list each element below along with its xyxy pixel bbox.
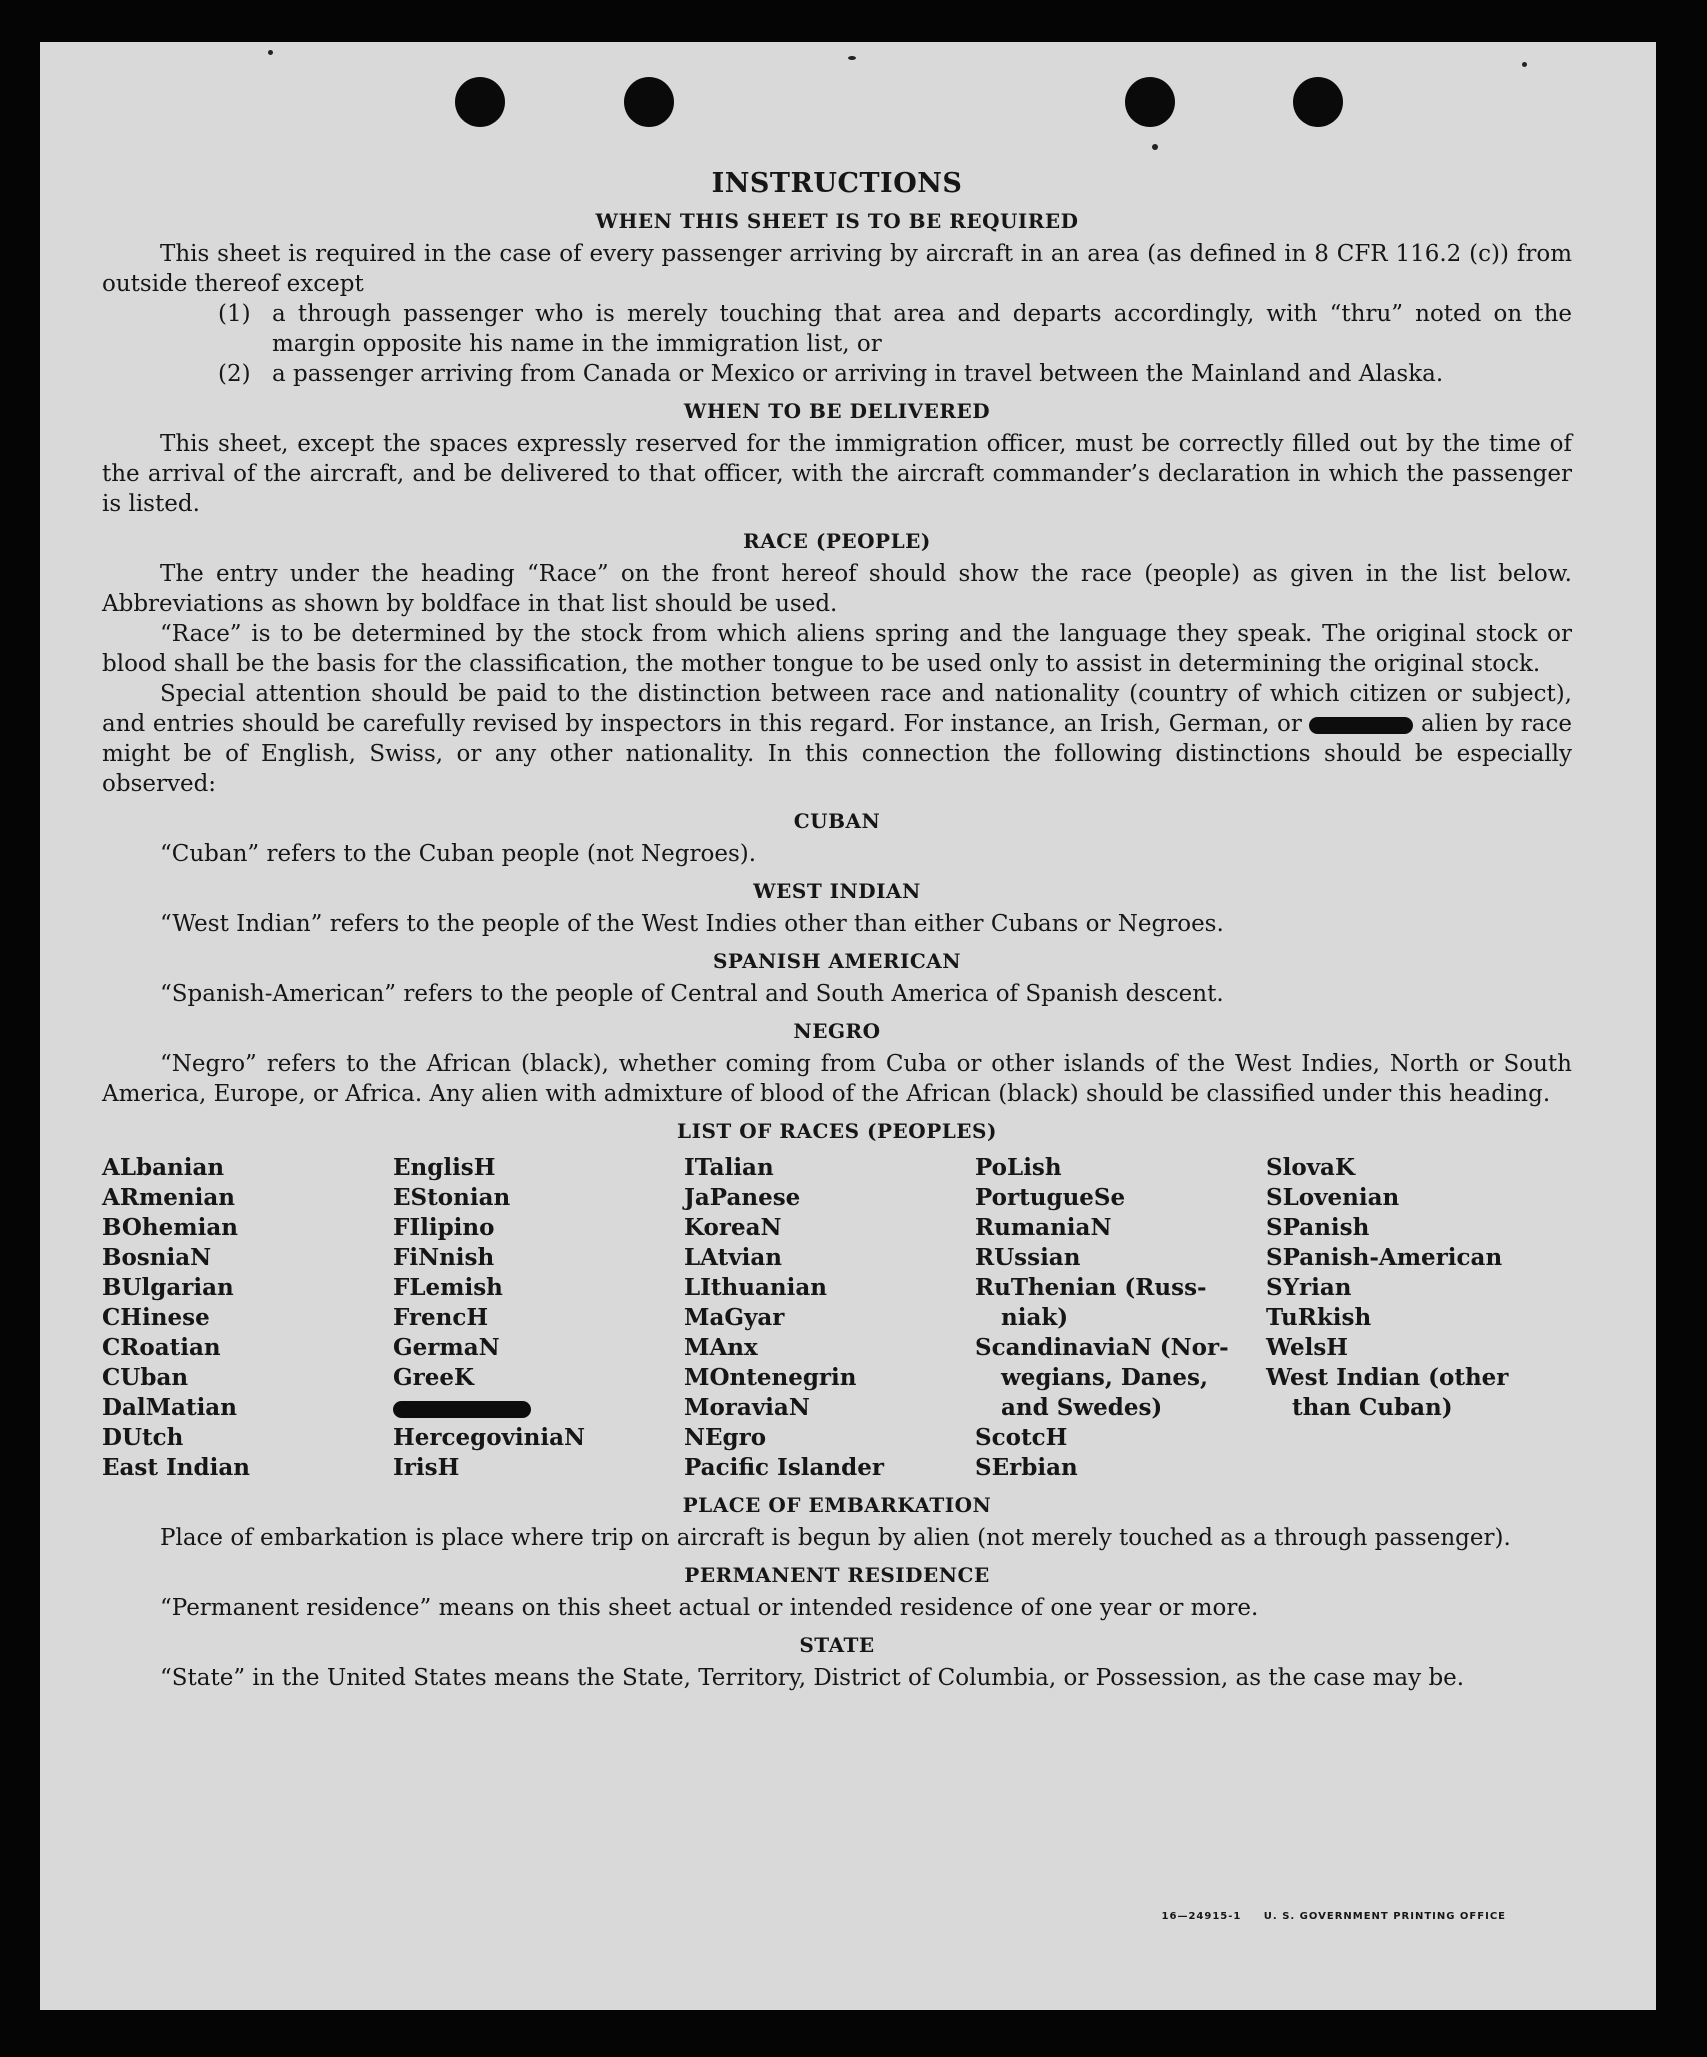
list-item: [218, 299, 1572, 359]
race-list: [102, 1153, 1572, 1483]
race-entry: SPanish: [1266, 1214, 1370, 1241]
speck: [268, 50, 273, 55]
footer: [1162, 1911, 1506, 1922]
section-heading: PLACE OF EMBARKATION: [682, 1493, 992, 1517]
punch-hole: [1125, 77, 1175, 127]
paragraph: “Spanish-American” refers to the people of Central and South America of Spanish descent.: [160, 981, 1224, 1007]
section-heading: STATE: [799, 1633, 875, 1657]
item-number: (2): [218, 361, 251, 387]
speck: [848, 56, 856, 60]
race-entry: Pacific Islander: [684, 1454, 884, 1481]
page-title: INSTRUCTIONS: [711, 168, 963, 199]
paragraph: “West Indian” refers to the people of the West Indies other than either Cubans or Negroes.: [160, 911, 1224, 937]
paragraph: “Cuban” refers to the Cuban people (not Negroes).: [160, 841, 757, 867]
race-entry: RumaniaN: [975, 1214, 1112, 1241]
race-entry: BosniaN: [102, 1244, 212, 1271]
race-entry: GermaN: [393, 1334, 500, 1361]
race-entry: BOhemian: [102, 1214, 238, 1241]
race-entry: [393, 1393, 684, 1423]
redaction-mark: [1309, 717, 1413, 734]
race-entry: FiNnish: [393, 1244, 495, 1271]
race-entry: IrisH: [393, 1454, 460, 1481]
race-entry: DalMatian: [102, 1394, 237, 1421]
paragraph-part: Special attention should be paid to the distinction between race and nationality (country of which citizen or subject), and entries should be carefully revised by inspectors in this regard. For instance, an Irish, German, or: [102, 681, 1572, 737]
section-heading: RACE (PEOPLE): [743, 529, 931, 553]
document-sheet: [40, 42, 1656, 2010]
race-entry: East Indian: [102, 1454, 250, 1481]
race-entry: ARmenian: [102, 1184, 236, 1211]
race-entry: West Indian (other: [1266, 1364, 1509, 1391]
race-entry: KoreaN: [684, 1214, 782, 1241]
list-item: [218, 359, 1572, 389]
race-entry: ScandinaviaN (Nor-: [975, 1334, 1229, 1361]
race-entry: BUlgarian: [102, 1274, 234, 1301]
race-entry: MaGyar: [684, 1304, 785, 1331]
race-column: [684, 1153, 975, 1483]
section-heading: WHEN TO BE DELIVERED: [683, 399, 991, 423]
race-entry: WelsH: [1266, 1334, 1349, 1361]
race-entry: PortugueSe: [975, 1184, 1126, 1211]
section-heading: NEGRO: [793, 1019, 881, 1043]
race-column: [975, 1153, 1266, 1483]
race-entry: CHinese: [102, 1304, 210, 1331]
race-entry: FIlipino: [393, 1214, 495, 1241]
section-heading: PERMANENT RESIDENCE: [684, 1563, 990, 1587]
item-text: a passenger arriving from Canada or Mexico or arriving in travel between the Mainland and Alaska.: [272, 361, 1444, 387]
paragraph-part: alien by race might be of English, Swiss, or any other nationality. In this connection the following distinctions should be especially observed:: [102, 711, 1572, 797]
race-entry: wegians, Danes,: [1001, 1364, 1208, 1391]
race-entry: RUssian: [975, 1244, 1081, 1271]
race-entry: ALbanian: [102, 1154, 225, 1181]
paragraph: The entry under the heading “Race” on the front hereof should show the race (people) as given in the list below. Abbreviations as shown by boldface in that list should be used.: [102, 561, 1572, 617]
section-heading: LIST OF RACES (PEOPLES): [677, 1119, 997, 1143]
item-number: (1): [218, 301, 251, 327]
punch-hole: [624, 77, 674, 127]
paragraph: This sheet is required in the case of every passenger arriving by aircraft in an area (as defined in 8 CFR 116.2 (c)) from outside thereof except: [102, 241, 1572, 297]
race-entry: ITalian: [684, 1154, 774, 1181]
race-entry: ScotcH: [975, 1424, 1068, 1451]
race-entry: EnglisH: [393, 1154, 496, 1181]
section-heading: WEST INDIAN: [753, 879, 921, 903]
race-entry: FrencH: [393, 1304, 489, 1331]
race-entry: FLemish: [393, 1274, 503, 1301]
race-entry: than Cuban): [1292, 1394, 1453, 1421]
paragraph: This sheet, except the spaces expressly reserved for the immigration officer, must be correctly filled out by the time of the arrival of the aircraft, and be delivered to that officer, with the aircraft commander’s declaration in which the passenger is listed.: [102, 431, 1572, 517]
race-entry: SLovenian: [1266, 1184, 1400, 1211]
instructions-content: [102, 168, 1572, 1693]
race-entry: [1266, 1453, 1557, 1483]
race-entry: LAtvian: [684, 1244, 782, 1271]
race-entry: JaPanese: [684, 1184, 801, 1211]
race-column: [1266, 1153, 1557, 1483]
race-entry: and Swedes): [1001, 1394, 1163, 1421]
paragraph: [102, 679, 1572, 799]
race-column: [102, 1153, 393, 1483]
race-entry: MAnx: [684, 1334, 758, 1361]
race-entry: LIthuanian: [684, 1274, 827, 1301]
race-entry: SPanish-American: [1266, 1244, 1503, 1271]
race-entry: niak): [1001, 1304, 1069, 1331]
race-entry: RuThenian (Russ-: [975, 1274, 1207, 1301]
paragraph: “Race” is to be determined by the stock from which aliens spring and the language they speak. The original stock or blood shall be the basis for the classification, the mother tongue to be used only to assist in determining the original stock.: [102, 621, 1572, 677]
race-entry: NEgro: [684, 1424, 767, 1451]
speck: [1152, 144, 1158, 150]
race-entry: MoraviaN: [684, 1394, 810, 1421]
redaction-mark: [393, 1401, 531, 1418]
section-heading: SPANISH AMERICAN: [712, 949, 962, 973]
race-entry: CUban: [102, 1364, 189, 1391]
race-column: [393, 1153, 684, 1483]
race-entry: HercegoviniaN: [393, 1424, 586, 1451]
paragraph: “Permanent residence” means on this sheet actual or intended residence of one year or more.: [160, 1595, 1259, 1621]
race-entry: MOntenegrin: [684, 1364, 857, 1391]
printer-name: U. S. GOVERNMENT PRINTING OFFICE: [1263, 1911, 1506, 1922]
race-entry: SYrian: [1266, 1274, 1352, 1301]
race-entry: DUtch: [102, 1424, 184, 1451]
paragraph: Place of embarkation is place where trip on aircraft is begun by alien (not merely touched as a through passenger).: [160, 1525, 1511, 1551]
speck: [1522, 62, 1527, 67]
section-heading: CUBAN: [793, 809, 881, 833]
punch-hole: [1293, 77, 1343, 127]
form-number: 16—24915-1: [1161, 1911, 1242, 1922]
item-text: a through passenger who is merely touching that area and departs accordingly, with “thru” noted on the margin opposite his name in the immigration list, or: [272, 301, 1572, 357]
race-entry: PoLish: [975, 1154, 1062, 1181]
race-entry: GreeK: [393, 1364, 475, 1391]
race-entry: [1266, 1423, 1557, 1453]
race-entry: EStonian: [393, 1184, 511, 1211]
paragraph: “State” in the United States means the State, Territory, District of Columbia, or Possession, as the case may be.: [160, 1665, 1465, 1691]
race-entry: TuRkish: [1266, 1304, 1372, 1331]
race-entry: SlovaK: [1266, 1154, 1355, 1181]
paragraph: “Negro” refers to the African (black), whether coming from Cuba or other islands of the West Indies, North or South America, Europe, or Africa. Any alien with admixture of blood of the African (black) should be classified under this heading.: [102, 1051, 1572, 1107]
race-entry: SErbian: [975, 1454, 1078, 1481]
punch-hole: [455, 77, 505, 127]
section-heading: WHEN THIS SHEET IS TO BE REQUIRED: [595, 209, 1079, 233]
race-entry: CRoatian: [102, 1334, 221, 1361]
